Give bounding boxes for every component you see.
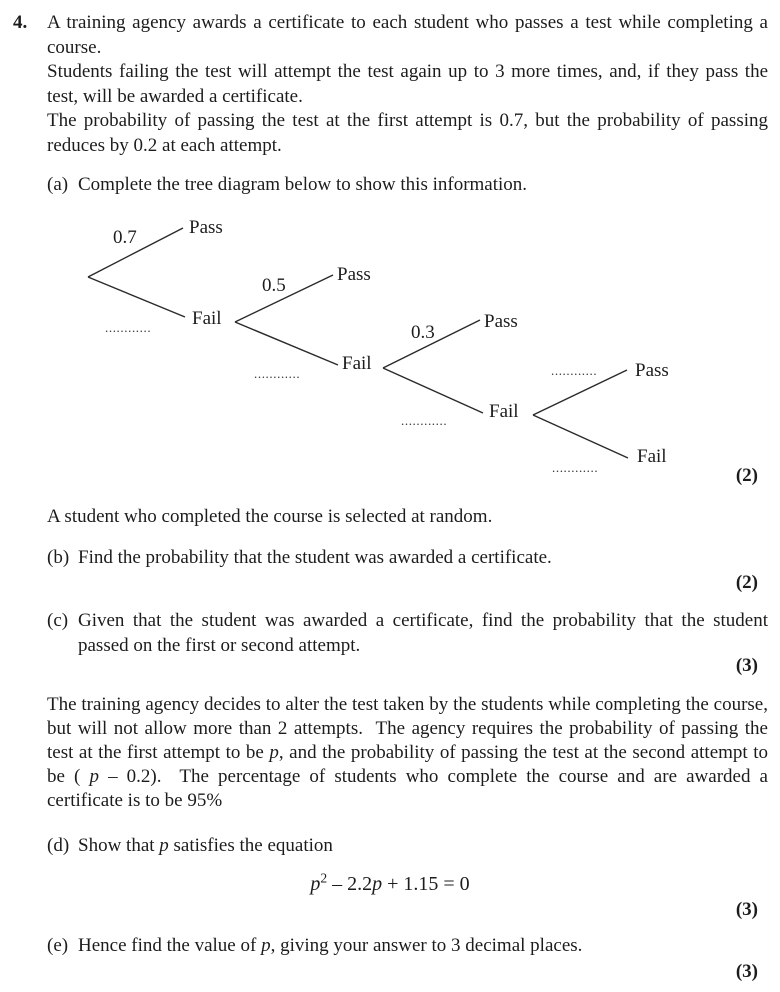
equation: $p^2 - 2.2p + 1.15 = 0$ bbox=[310, 870, 470, 895]
outcome-attempt2-pass: Pass bbox=[337, 264, 371, 285]
outcome-attempt1-fail: Fail bbox=[192, 308, 222, 329]
marks-part-b: (2) bbox=[735, 572, 758, 593]
between-text: A student who completed the course is selected at random. bbox=[47, 506, 493, 527]
intro-paragraph-2: Students failing the test will attempt the test again up to 3 more times, and, if they pass the test, will be awarded a certificate. bbox=[47, 61, 768, 107]
outcome-attempt2-fail: Fail bbox=[342, 353, 372, 374]
question-intro bbox=[47, 11, 768, 159]
part-e bbox=[47, 934, 768, 959]
part-a-label: (a) bbox=[47, 174, 69, 195]
marks-part-e: (3) bbox=[735, 961, 758, 982]
probability-blank-attempt3-fail: ............ bbox=[401, 413, 448, 428]
part-e-text: Hence find the value of p, giving your answer to 3 decimal places. bbox=[78, 935, 583, 956]
probability-blank-attempt4-fail: ............ bbox=[552, 460, 599, 475]
part-c-text: Given that the student was awarded a certificate, find the probability that the student passed on the first or second attempt. bbox=[78, 610, 768, 656]
part-d-label: (d) bbox=[47, 835, 70, 856]
marks-part-a: (2) bbox=[735, 465, 758, 486]
marks-part-c: (3) bbox=[735, 655, 758, 676]
part-b-text: Find the probability that the student was awarded a certificate. bbox=[78, 547, 552, 568]
outcome-attempt4-pass: Pass bbox=[635, 360, 669, 381]
probability-blank-attempt1-fail: ............ bbox=[105, 320, 152, 335]
part-d bbox=[47, 834, 768, 859]
part-a bbox=[47, 173, 768, 198]
part-c bbox=[47, 609, 768, 658]
outcome-attempt4-fail: Fail bbox=[637, 446, 667, 467]
part-b bbox=[47, 546, 768, 571]
intro-paragraph-1: A training agency awards a certificate to each student who passes a test while completing a course. bbox=[47, 12, 768, 58]
branch-attempt1-fail bbox=[88, 277, 185, 317]
alter-paragraph: The training agency decides to alter the test taken by the students while completing the course, but will not allow more than 2 attempts. The agency requires the probability of passing the test at the first attempt to be p, and the probability of passing the test at the second attempt to be ( p – 0.2). The percentage of students who complete the course and are awarded a certificate is to be 95% bbox=[47, 694, 769, 811]
part-c-label: (c) bbox=[47, 610, 69, 631]
probability-attempt2-pass: 0.5 bbox=[262, 275, 286, 296]
outcome-attempt1-pass: Pass bbox=[189, 217, 223, 238]
probability-attempt1-pass: 0.7 bbox=[113, 227, 137, 248]
probability-attempt3-pass: 0.3 bbox=[411, 322, 435, 343]
probability-blank-attempt4-pass: ............ bbox=[551, 363, 598, 378]
intro-paragraph-3: The probability of passing the test at the first attempt is 0.7, but the probability of passing reduces by 0.2 at each attempt. bbox=[47, 110, 768, 156]
outcome-attempt3-fail: Fail bbox=[489, 401, 519, 422]
part-b-label: (b) bbox=[47, 547, 70, 568]
probability-blank-attempt2-fail: ............ bbox=[254, 366, 301, 381]
outcome-attempt3-pass: Pass bbox=[484, 311, 518, 332]
part-d-text: Show that p satisfies the equation bbox=[78, 835, 333, 856]
marks-part-d: (3) bbox=[735, 899, 758, 920]
part-e-label: (e) bbox=[47, 935, 69, 956]
branch-attempt4-fail bbox=[533, 415, 628, 458]
branch-attempt2-fail bbox=[235, 322, 338, 365]
part-a-text: Complete the tree diagram below to show this information. bbox=[78, 174, 528, 195]
tree-diagram bbox=[0, 210, 780, 510]
branch-attempt3-fail bbox=[383, 368, 483, 413]
question-number: 4. bbox=[13, 12, 28, 33]
